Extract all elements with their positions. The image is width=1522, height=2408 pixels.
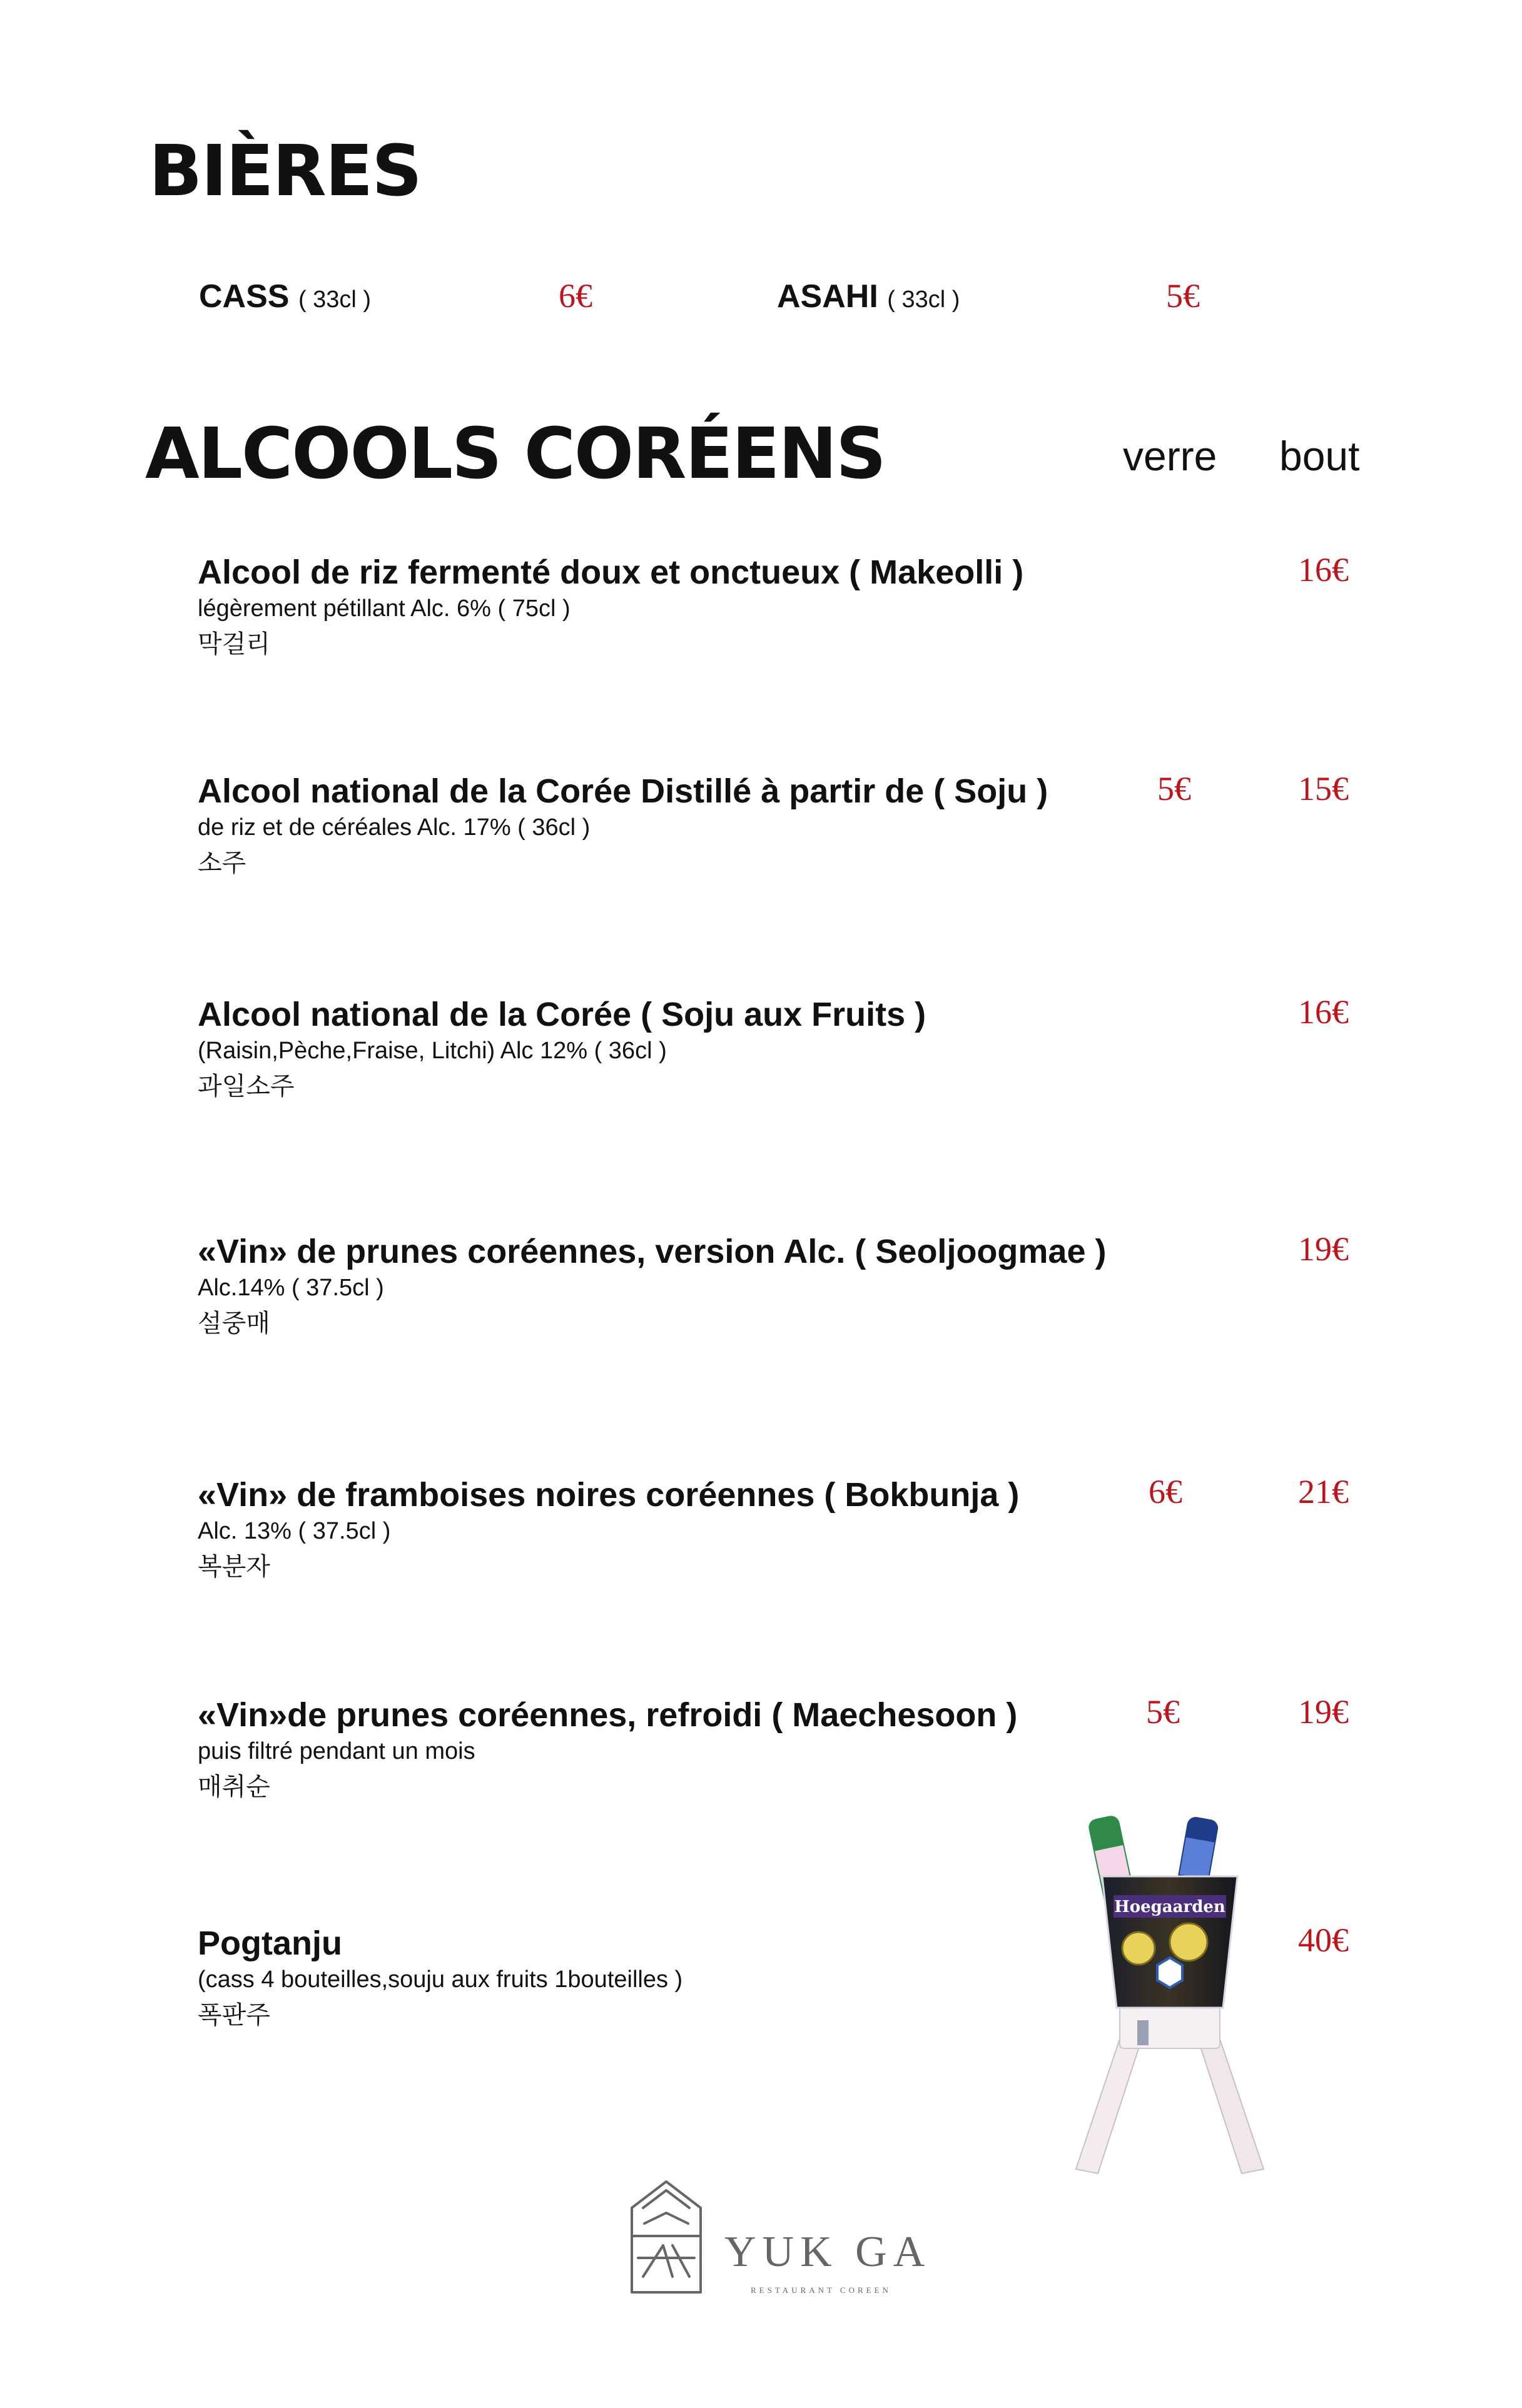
menu-item-fruit-soju <box>198 998 926 1099</box>
menu-item-seoljoogmae <box>198 1235 1106 1336</box>
menu-item-makeolli <box>198 555 1023 657</box>
item-description: légèrement pétillant Alc. 6% ( 75cl ) <box>198 595 571 622</box>
item-korean-name: 막걸리 <box>198 630 270 659</box>
item-korean-name: 폭판주 <box>198 2001 270 2030</box>
item-description: puis filtré pendant un mois <box>198 1738 475 1764</box>
beer-name: CASS <box>199 278 290 315</box>
item-description: Alc. 13% ( 37.5cl ) <box>198 1518 391 1544</box>
item-title: Alcool national de la Corée ( Soju aux Fruits ) <box>198 996 926 1033</box>
item-price-bottle: 21€ <box>1298 1473 1349 1510</box>
item-price-glass: 5€ <box>1157 770 1191 807</box>
item-price-bottle: 16€ <box>1298 993 1349 1031</box>
beers-title: BIÈRES <box>149 131 421 212</box>
item-title: «Vin» de framboises noires coréennes ( Bokbunja ) <box>198 1476 1020 1514</box>
item-price-bottle: 16€ <box>1298 551 1349 589</box>
item-title: «Vin»de prunes coréennes, refroidi ( Maechesoon ) <box>198 1696 1018 1734</box>
column-glass-header: verre <box>1123 433 1217 479</box>
menu-item-maechesoon <box>198 1698 1017 1799</box>
item-korean-name: 매취순 <box>198 1773 270 1801</box>
menu-item-bokbunja <box>198 1478 1019 1579</box>
menu-item-soju <box>198 774 1048 876</box>
beer-price: 5€ <box>1166 277 1200 315</box>
item-price-bottle: 15€ <box>1298 770 1349 807</box>
tower-brand-label: Hoegaarden <box>1114 1898 1225 1916</box>
item-title: Alcool de riz fermenté doux et onctueux ( Makeolli ) <box>198 554 1024 591</box>
menu-item-pogtanju <box>198 1926 682 2028</box>
lemon-slice-icon <box>1122 1932 1155 1965</box>
column-bottle-header: bout <box>1279 433 1360 479</box>
tower-leg-right <box>1195 2030 1264 2173</box>
brand-name: YUK GA <box>724 2228 931 2276</box>
item-title: Alcool national de la Corée Distillé à partir de ( Soju ) <box>198 772 1048 810</box>
item-korean-name: 복분자 <box>198 1552 270 1581</box>
tower-emblem <box>1157 1958 1182 1988</box>
item-price-bottle: 19€ <box>1298 1230 1349 1268</box>
brand-subtitle: RESTAURANT COREEN <box>751 2285 891 2295</box>
yukga-logo-icon <box>619 2177 713 2302</box>
beer-volume: ( 33cl ) <box>298 286 372 313</box>
tower-tap <box>1137 2020 1149 2045</box>
tower-leg-left <box>1076 2030 1145 2173</box>
item-korean-name: 소주 <box>198 849 246 878</box>
lemon-slice-icon <box>1170 1923 1207 1961</box>
beer-asahi <box>777 280 960 313</box>
item-korean-name: 설중매 <box>198 1309 270 1338</box>
beer-price: 6€ <box>559 277 592 315</box>
beer-volume: ( 33cl ) <box>887 286 960 313</box>
item-description: (Raisin,Pèche,Fraise, Litchi) Alc 12% ( 36cl ) <box>198 1038 667 1064</box>
beer-name: ASAHI <box>777 278 878 315</box>
item-title: Pogtanju <box>198 1925 342 1962</box>
item-price-bottle: 19€ <box>1298 1693 1349 1731</box>
item-description: de riz et de céréales Alc. 17% ( 36cl ) <box>198 814 591 841</box>
item-description: Alc.14% ( 37.5cl ) <box>198 1275 384 1301</box>
item-title: «Vin» de prunes coréennes, version Alc. ( Seoljoogmae ) <box>198 1233 1107 1270</box>
item-price-bottle: 40€ <box>1298 1921 1349 1959</box>
item-price-glass: 6€ <box>1149 1473 1182 1510</box>
beer-cass <box>199 280 371 313</box>
item-price-glass: 5€ <box>1146 1693 1180 1731</box>
item-description: (cass 4 bouteilles,souju aux fruits 1bouteilles ) <box>198 1966 683 1993</box>
korean-alcohols-title: ALCOOLS CORÉENS <box>145 413 885 495</box>
item-korean-name: 과일소주 <box>198 1072 295 1101</box>
beer-tower-image <box>1063 1814 1276 2177</box>
